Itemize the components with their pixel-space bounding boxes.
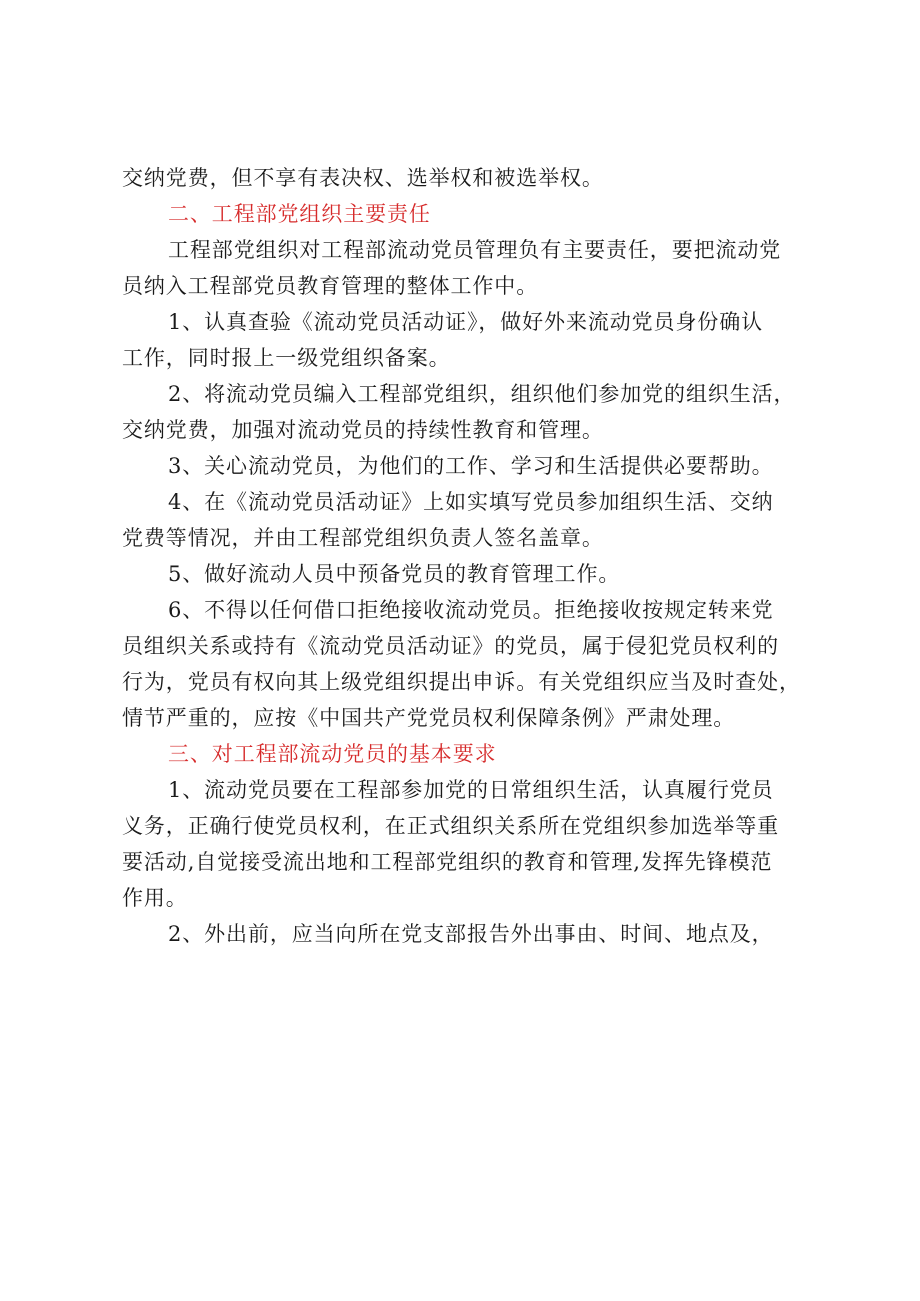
requirement-2-line: 2、外出前，应当向所在党支部报告外出事由、时间、地点及， bbox=[168, 922, 774, 946]
requirement-1-line: 要活动,自觉接受流出地和工程部党组织的教育和管理,发挥先锋模范 bbox=[122, 850, 773, 874]
list-item-6-line: 行为，党员有权向其上级党组织提出申诉。有关党组织应当及时查处， bbox=[122, 670, 801, 694]
list-item-6-line: 情节严重的，应按《中国共产党党员权利保障条例》严肃处理。 bbox=[122, 706, 736, 730]
list-item-2-line: 2、将流动党员编入工程部党组织，组织他们参加党的组织生活， bbox=[168, 382, 796, 406]
requirement-1-line: 作用。 bbox=[122, 886, 188, 910]
document-body bbox=[122, 160, 822, 952]
list-item-6-line: 6、不得以任何借口拒绝接收流动党员。拒绝接收按规定转来党 bbox=[168, 598, 774, 622]
list-item-1-line: 1、认真查验《流动党员活动证》，做好外来流动党员身份确认 bbox=[168, 310, 764, 334]
list-item-1-line: 工作，同时报上一级党组织备案。 bbox=[122, 346, 451, 370]
section-heading-2: 二、工程部党组织主要责任 bbox=[168, 202, 431, 226]
paragraph-line: 员纳入工程部党员教育管理的整体工作中。 bbox=[122, 274, 539, 298]
paragraph-line: 工程部党组织对工程部流动党员管理负有主要责任，要把流动党 bbox=[168, 238, 782, 262]
section-heading-3: 三、对工程部流动党员的基本要求 bbox=[168, 742, 497, 766]
list-item-2-line: 交纳党费，加强对流动党员的持续性教育和管理。 bbox=[122, 418, 604, 442]
list-item-6-line: 员组织关系或持有《流动党员活动证》的党员，属于侵犯党员权利的 bbox=[122, 634, 779, 658]
list-item-4-line: 党费等情况，并由工程部党组织负责人签名盖章。 bbox=[122, 526, 604, 550]
requirement-1-line: 1、流动党员要在工程部参加党的日常组织生活，认真履行党员 bbox=[168, 778, 774, 802]
list-item-3-line: 3、关心流动党员，为他们的工作、学习和生活提供必要帮助。 bbox=[168, 454, 774, 478]
list-item-4-line: 4、在《流动党员活动证》上如实填写党员参加组织生活、交纳 bbox=[168, 490, 774, 514]
paragraph-line: 交纳党费，但不享有表决权、选举权和被选举权。 bbox=[122, 166, 604, 190]
list-item-5-line: 5、做好流动人员中预备党员的教育管理工作。 bbox=[168, 562, 621, 586]
requirement-1-line: 义务，正确行使党员权利，在正式组织关系所在党组织参加选举等重 bbox=[122, 814, 779, 838]
